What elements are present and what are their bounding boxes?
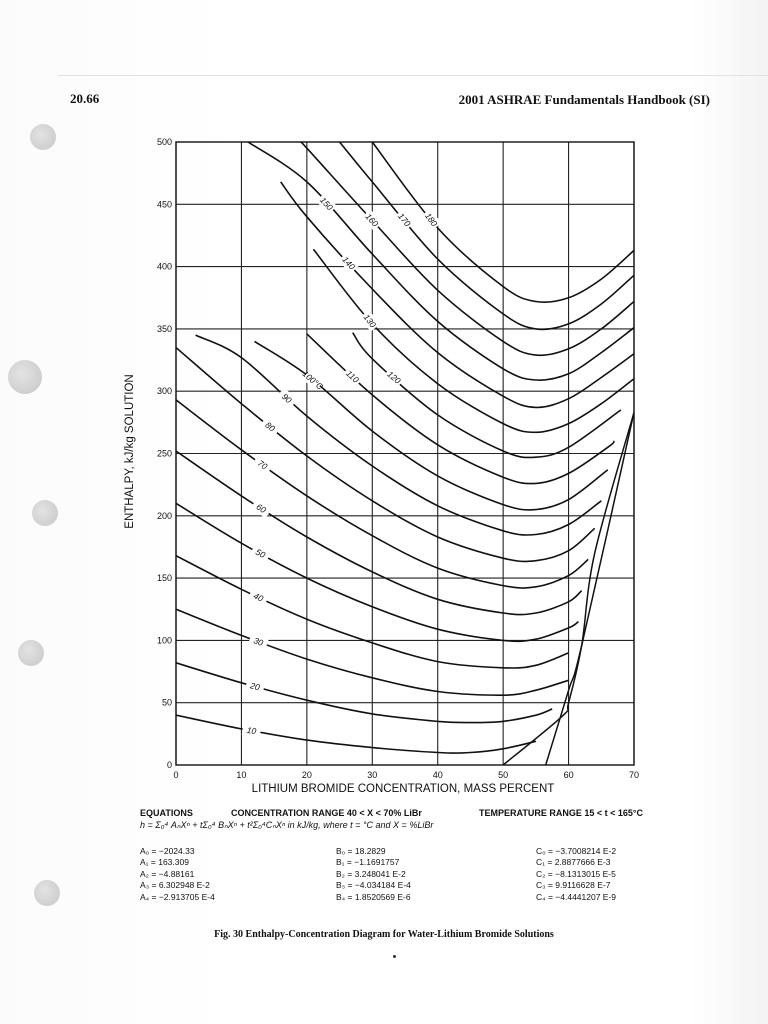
y-tick-label-6: 300: [156, 386, 172, 397]
isotherm-0: [176, 715, 536, 753]
enthalpy-formula: h = Σ₀⁴ AₙXⁿ + tΣ₀⁴ BₙXⁿ + t²Σ₀⁴CₙXⁿ in kJ/kg, where t = °C and X = %LiBr: [140, 820, 434, 830]
y-tick-label-0: 0: [166, 760, 172, 770]
isotherm-11: [353, 333, 621, 458]
isotherm-1: [176, 663, 552, 723]
x-tick-label-7: 70: [628, 770, 640, 780]
coefficient-b0: B₀ = 18.2829: [336, 846, 386, 856]
x-tick-label-3: 30: [367, 770, 378, 780]
temperature-label-15: 160: [363, 211, 381, 229]
temperature-label-1: 20: [249, 680, 261, 693]
coefficient-c1: C₁ = 2.8877666 E-3: [536, 857, 611, 868]
page-speck: [393, 955, 396, 958]
temperature-label-16: 170: [395, 211, 413, 229]
coefficient-b4: B₄ = 1.8520569 E-6: [336, 891, 411, 902]
equations-label: EQUATIONS: [140, 808, 193, 818]
coefficient-c3: C₃ = 9.9116628 E-7: [536, 880, 611, 891]
y-axis-title: ENTHALPY, kJ/kg SOLUTION: [124, 374, 136, 529]
figure-caption: Fig. 30 Enthalpy-Concentration Diagram for Water-Lithium Bromide Solutions: [214, 929, 554, 940]
temperature-label-6: 70: [255, 457, 270, 472]
y-tick-label-4: 200: [156, 510, 172, 521]
coefficient-b2: B₂ = 3.248041 E-2: [336, 868, 406, 879]
temperature-label-2: 30: [252, 635, 265, 648]
temperature-label-17: 180: [422, 210, 440, 229]
isotherm-13: [281, 182, 634, 408]
y-tick-label-8: 400: [156, 261, 172, 272]
temperature-label-0: 10: [246, 724, 258, 737]
y-tick-label-9: 450: [156, 199, 172, 210]
x-axis-title: LITHIUM BROMIDE CONCENTRATION, MASS PERCENT: [251, 783, 555, 795]
x-tick-label-0: 0: [173, 770, 179, 780]
running-head: 2001 ASHRAE Fundamentals Handbook (SI): [458, 92, 710, 107]
crystallization-line-1: [546, 412, 634, 765]
y-tick-label-2: 100: [156, 635, 172, 646]
temperature-label-9: 100°C: [300, 368, 326, 392]
x-tick-label-4: 40: [432, 770, 443, 780]
coefficient-b1: B₁ = −1.1691757: [336, 857, 400, 868]
temperature-label-7: 80: [263, 419, 278, 434]
coefficient-b3: B₃ = −4.034184 E-4: [336, 880, 411, 891]
y-tick-label-3: 150: [156, 573, 172, 584]
x-tick-label-5: 50: [498, 770, 509, 780]
isotherm-4: [176, 503, 578, 641]
isotherm-15: [300, 141, 634, 356]
isotherm-9: [255, 341, 608, 510]
y-tick-label-10: 500: [156, 137, 172, 147]
y-tick-label-7: 350: [156, 323, 172, 334]
a-coefficients: [140, 846, 215, 903]
temperature-label-4: 50: [253, 546, 268, 561]
temperature-label-5: 60: [254, 501, 268, 516]
temperature-label-3: 40: [252, 590, 265, 604]
coefficient-a2: A₂ = −4.88161: [140, 868, 195, 879]
temperature-label-11: 120: [385, 368, 403, 386]
x-tick-label-2: 20: [301, 770, 312, 780]
concentration-range: CONCENTRATION RANGE 40 < X < 70% LiBr: [231, 808, 422, 818]
coefficient-c0: C₀ = −3.7008214 E-2: [536, 846, 617, 856]
temperature-label-10: 110: [344, 368, 361, 385]
temperature-label-13: 140: [340, 254, 358, 272]
coefficient-c2: C₂ = −8.1313015 E-5: [536, 868, 616, 879]
coefficient-a0: A₀ = −2024.33: [140, 846, 195, 856]
coefficient-a3: A₃ = 6.302948 E-2: [140, 880, 210, 891]
page-number: 20.66: [70, 91, 100, 106]
isotherm-5: [176, 451, 582, 615]
c-coefficients: [536, 846, 616, 903]
temperature-label-12: 130: [361, 312, 379, 330]
b-coefficients: [336, 846, 411, 903]
coefficient-c4: C₄ = −4.4441207 E-9: [536, 891, 617, 902]
coefficient-a1: A₁ = 163.309: [140, 857, 189, 868]
temperature-range: TEMPERATURE RANGE 15 < t < 165°C: [479, 808, 643, 818]
temperature-label-14: 150: [318, 195, 335, 213]
binder-hole-5: [34, 880, 60, 906]
y-tick-label-1: 50: [161, 697, 172, 708]
x-tick-label-1: 10: [236, 770, 247, 780]
y-tick-label-5: 250: [156, 448, 172, 459]
coefficient-a4: A₄ = −2.913705 E-4: [140, 891, 215, 902]
temperature-label-8: 90: [280, 391, 294, 406]
x-tick-label-6: 60: [563, 770, 574, 780]
